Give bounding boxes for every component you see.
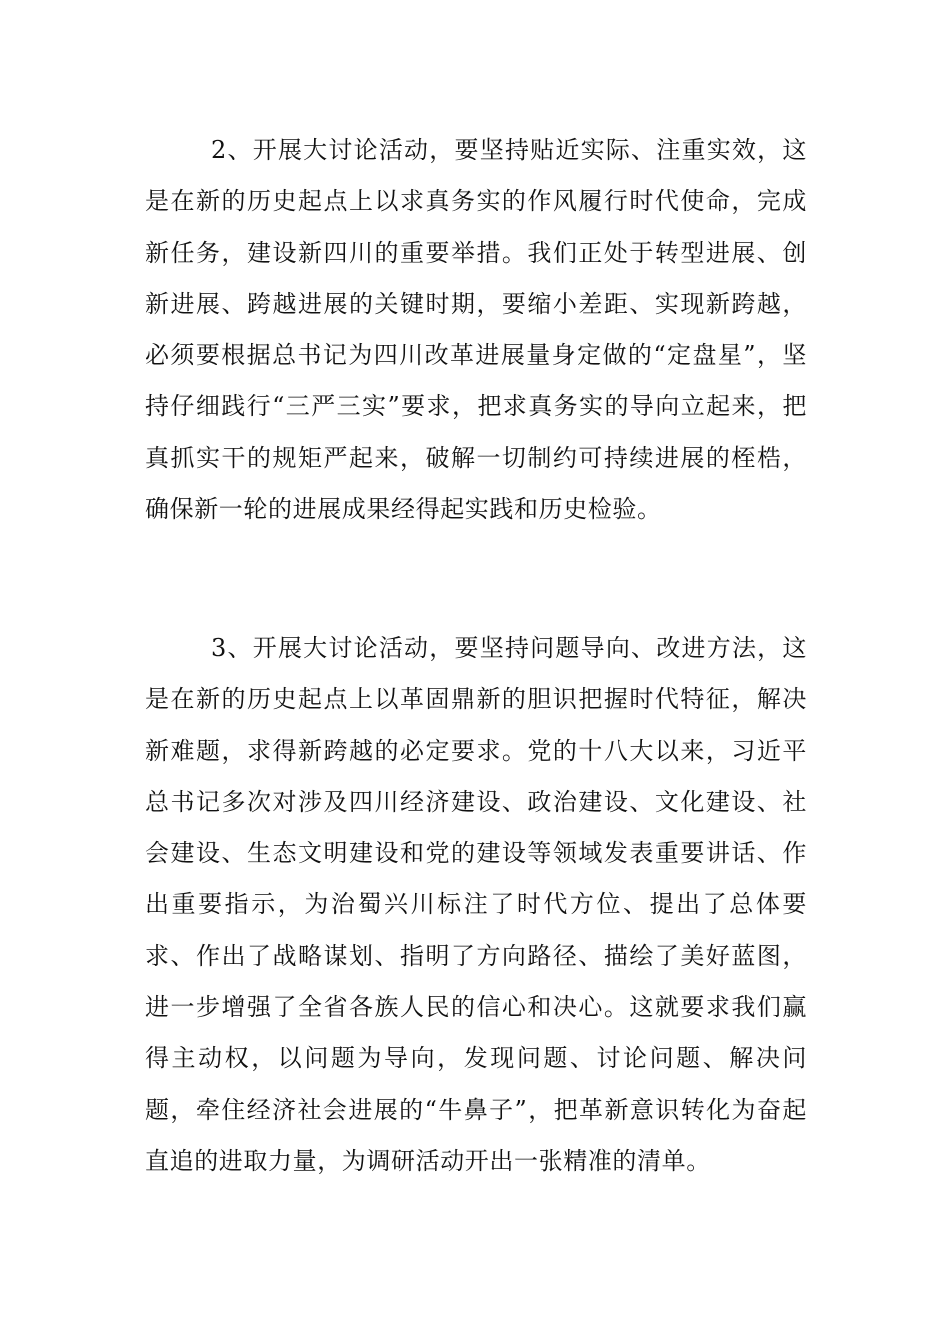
paragraph-3: 3、开展大讨论活动，要坚持问题导向、改进方法，这是在新的历史起点上以革固鼎新的胆识把握时代特征，解决新难题，求得新跨越的必定要求。党的十八大以来，习近平总书记多次对涉及四川经济建设、政治建设、文化建设、社会建设、生态文明建设和党的建设等领域发表重要讲话、作出重要指示，为治蜀兴川标注了时代方位、提出了总体要求、作出了战略谋划、指明了方向路径、描绘了美好蓝图，进一步增强了全省各族人民的信心和决心。这就要求我们赢得主动权，以问题为导向，发现问题、讨论问题、解决问题，牵住经济社会进展的“牛鼻子”，把革新意识转化为奋起直追的进取力量，为调研活动开出一张精准的清单。: [145, 634, 807, 1175]
paragraph-2: 2、开展大讨论活动，要坚持贴近实际、注重实效，这是在新的历史起点上以求真务实的作风履行时代使命，完成新任务，建设新四川的重要举措。我们正处于转型进展、创新进展、跨越进展的关键时期，要缩小差距、实现新跨越，必须要根据总书记为四川改革进展量身定做的“定盘星”，坚持仔细践行“三严三实”要求，把求真务实的导向立起来，把真抓实干的规矩严起来，破解一切制约可持续进展的桎梏，确保新一轮的进展成果经得起实践和历史检验。: [145, 136, 807, 524]
